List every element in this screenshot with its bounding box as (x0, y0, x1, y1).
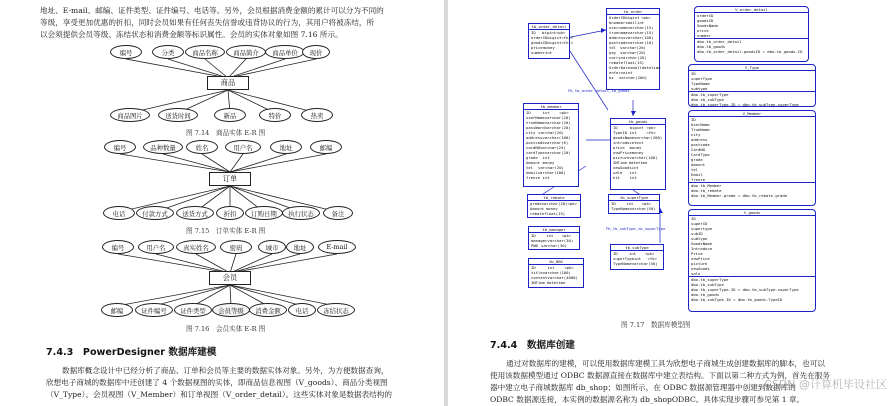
column-type: money (542, 160, 555, 165)
column-type: varchar(20) (620, 45, 646, 50)
er-attribute: 姓名 (186, 140, 218, 154)
figure-caption: 图 7.14 商品实体 E-R 图 (186, 129, 266, 137)
column-type: varchar(20) (620, 50, 646, 55)
view-column: address (691, 137, 708, 142)
er-attribute: 证件类型 (174, 303, 212, 317)
er-attribute: 地址 (286, 240, 314, 254)
column-name: superType (613, 256, 635, 261)
section-heading: 7.4.3 PowerDesigner 数据库建模 (46, 347, 217, 358)
er-attribute: 地址 (270, 140, 302, 154)
section-heading: 7.4.4 数据库创建 (490, 340, 575, 351)
view-relation: dbo.tb_goods (691, 292, 720, 297)
table-tb-manager (528, 226, 580, 250)
body-paragraph (46, 365, 392, 401)
table-title: tb_superType (609, 195, 659, 201)
er-attribute: 送货方式 (176, 206, 214, 220)
column-type: varchar(4000) (547, 275, 578, 280)
er-attribute: 用户名 (138, 240, 174, 254)
column-name: tel (609, 45, 617, 50)
view-relation: dbo.tb_Member (691, 183, 722, 188)
view-column: subtype (691, 236, 708, 241)
column-type: varchar(100) (542, 270, 571, 275)
er-attribute: 现价 (302, 45, 330, 59)
view-v-goods (688, 209, 816, 312)
column-type: varchar(100) (629, 155, 658, 160)
view-column: ID (691, 71, 696, 76)
view-column: superID (691, 221, 708, 226)
column-name: grade (526, 155, 538, 160)
column-name: Amount (530, 206, 545, 211)
column-type: varchar(200) (634, 135, 663, 140)
view-column: supertype (691, 226, 713, 231)
view-relation: dbo.tb_subType (691, 97, 724, 102)
column-type: bigint (629, 125, 644, 130)
er-attribute: 热卖 (301, 108, 333, 122)
view-column: Price (691, 251, 703, 256)
er-attribute: 备注 (323, 206, 353, 220)
er-attribute: 新品 (214, 108, 246, 122)
table-row (611, 261, 663, 266)
table-row (529, 50, 569, 55)
column-type: int (625, 70, 633, 75)
text-line: 数据库概念设计中已经分析了商品、订单和会员等主要的数据实体对象。另外，为方便数据查询， (62, 366, 389, 375)
column-name: postcode (526, 140, 545, 145)
column-type: bigint (625, 15, 640, 20)
table-title: tb_subType (611, 245, 663, 251)
er-attribute: 消费金额 (249, 303, 287, 317)
view-column: city (691, 132, 701, 137)
column-name: hit (613, 175, 621, 180)
column-key: <fk> (646, 130, 656, 135)
table-title: tb_BBS (529, 259, 583, 265)
column-type: int (546, 233, 554, 238)
view-v-member (688, 110, 816, 206)
view-column: CardType (691, 152, 710, 157)
table-title: tb_rebate (528, 195, 580, 201)
view-relation: dbo.tb_order_detail.goodsID = dbo.tb_goods.ID (697, 49, 803, 54)
er-attribute: 商品单价 (265, 45, 305, 59)
er-attribute: 品种数量 (143, 140, 183, 154)
view-column: GoodsName (697, 23, 719, 28)
column-type: varchar(15) (627, 25, 654, 30)
column-name: OrderDate (609, 65, 631, 70)
view-column: Introduce (691, 246, 713, 251)
right-page (448, 0, 891, 406)
view-column: grade (691, 157, 703, 162)
column-name: goodsName (613, 135, 635, 140)
er-attribute: 用户名 (225, 140, 261, 154)
er-attribute: 特价 (259, 108, 291, 122)
er-attribute: 城市 (258, 240, 286, 254)
column-type: varchar(20) (544, 115, 571, 120)
er-attribute: 付款方式 (136, 206, 174, 220)
column-type: datetime (628, 160, 648, 165)
column-name: trueName (526, 120, 545, 125)
column-name: bz (609, 75, 614, 80)
view-column: freeze (691, 177, 706, 182)
column-type: varchar(100) (542, 135, 571, 140)
table-tb-order (606, 8, 660, 90)
column-type: float(15) (623, 60, 645, 65)
column-type: varchar(20) (538, 130, 564, 135)
column-name: INTime (531, 280, 546, 285)
er-attribute: 折扣 (216, 206, 244, 220)
er-attribute: 商品名称 (185, 45, 225, 59)
table-tb-member (523, 103, 579, 187)
column-type: varchar(200) (618, 75, 648, 80)
table-tb-bbs (528, 258, 584, 288)
column-key: <pk> (561, 233, 572, 238)
column-name: grade (530, 201, 542, 206)
er-attribute: 电话 (103, 206, 135, 220)
text-line: 通过对数据库的建模，可以使用数据库建模工具为欣想电子商城生成创建数据库的脚本，也可以 (506, 359, 825, 368)
view-column: Email (691, 172, 703, 177)
column-type: varchar(20) (620, 55, 647, 60)
view-column: nowPrice (691, 256, 710, 261)
column-name: userName (526, 115, 545, 120)
view-column: newGoods (691, 266, 710, 271)
column-name: ID (531, 30, 536, 35)
column-type: varchar(50) (629, 206, 656, 211)
view-column: subtype (691, 86, 708, 91)
view-column: orderID (697, 13, 714, 18)
view-v-order-detail (694, 6, 809, 62)
csdn-watermark: CSDN @计算机毕设社区 (764, 378, 887, 391)
view-v-type (688, 64, 816, 107)
column-type: varchar(30) (541, 243, 567, 248)
view-title: V_Type (689, 65, 815, 71)
column-type: datetime (546, 280, 566, 285)
table-title: tb_goods (611, 119, 665, 125)
view-column: price (697, 28, 709, 33)
column-type: varchar(20) (544, 120, 571, 125)
column-type: varchar(20) (544, 125, 571, 130)
column-name: email (526, 170, 538, 175)
table-row (611, 175, 665, 180)
column-name: content (531, 275, 548, 280)
column-name: pay (609, 50, 617, 55)
column-type: smallint (625, 20, 645, 25)
figure-caption: 图 7.16 会员实体 E-R 图 (186, 325, 266, 333)
column-name: INTime (613, 160, 628, 165)
column-type: int (542, 175, 550, 180)
column-name: bnumber (609, 20, 626, 25)
column-type: varchar(20) (544, 150, 571, 155)
er-entity-goods: 商品 (207, 76, 249, 90)
column-key: <fk> (647, 256, 657, 261)
view-column: subID (691, 231, 703, 236)
view-relation: dbo.tb_superType.ID = dbo.tb_subType.superType (691, 287, 799, 292)
view-relation: dbo.tb_subType (691, 282, 724, 287)
view-column: TypeName (691, 81, 710, 86)
table-tb-subtype (610, 244, 664, 270)
table-row (607, 75, 659, 80)
view-column: number (697, 33, 712, 38)
column-name: orderID (531, 35, 548, 40)
view-column: tel (691, 167, 699, 172)
view-relation: dbo.tb_Member.grade = dbo.tb_rebate.grade (691, 193, 788, 198)
column-key: <pk> (646, 125, 656, 130)
column-type: int (542, 155, 550, 160)
column-type: bigint (541, 30, 557, 35)
column-type: varchar(50) (631, 261, 658, 266)
column-name: cardNO (526, 145, 541, 150)
column-type: text (634, 140, 644, 145)
column-name: manager (531, 238, 548, 243)
text-line: 欣想电子商城的数据库中还创建了 4 个数据视图的实体，即商品信息视图（V_goods）、商品分类视图 (46, 378, 388, 387)
column-name: address (526, 135, 543, 140)
column-name: ID (613, 251, 618, 256)
er-attribute: 邮编 (101, 303, 133, 317)
column-type: varchar(10) (627, 40, 654, 45)
column-type: money (631, 150, 644, 155)
column-name: carry (609, 55, 621, 60)
text-line: 以会须提供会员等级、冻结状态和消费金额等标识属性。会员的实体对象如图 7.16 所示。 (40, 30, 343, 39)
column-name: newGoods (613, 165, 632, 170)
column-type: int (626, 201, 634, 206)
column-name: OrderID (609, 15, 626, 20)
column-type: int (634, 256, 642, 261)
column-name: postcode (609, 40, 628, 45)
column-name: rebate (609, 60, 624, 65)
column-type: float(15) (544, 211, 566, 216)
text-line: 器中建立电子商城数据库 db_shop；如图所示，在 ODBC 数据源管理器中创建到数据库的 (490, 383, 796, 392)
column-type: int (629, 170, 637, 175)
view-title: V_Member (689, 111, 815, 117)
view-column: postcode (691, 142, 710, 147)
column-name: username (609, 25, 628, 30)
view-column: CardNO (691, 147, 706, 152)
er-attribute: 电话 (288, 303, 316, 317)
column-name: TypeName (613, 261, 632, 266)
column-key (556, 50, 567, 55)
er-attribute: 执行状态 (282, 206, 320, 220)
table-tb-order-detail (528, 23, 574, 59)
column-key: <fk1> (561, 40, 574, 45)
column-name: introduce (613, 140, 635, 145)
er-attribute: 订购日期 (245, 206, 283, 220)
view-column: sale (691, 271, 701, 276)
figure-caption: 图 7.17 数据库模型图 (621, 321, 691, 329)
column-type: bigint (547, 35, 562, 40)
column-name: ID (526, 110, 531, 115)
column-name: ID (531, 233, 536, 238)
column-key: <pk> (641, 15, 651, 20)
column-type: varchar(20) (541, 201, 568, 206)
column-type: varchar(100) (537, 170, 566, 175)
column-type: varchar(24) (540, 145, 566, 150)
column-key: <pk> (559, 110, 569, 115)
er-attribute: 会员等级 (212, 303, 250, 317)
column-type: varchar(15) (627, 30, 654, 35)
column-name: freeze (526, 175, 541, 180)
column-name: passWord (526, 125, 545, 130)
column-type: smalldatetime (630, 65, 661, 70)
view-relation: dbo.tb_subType.ID = dbo.tb_goods.TypeID (691, 297, 783, 302)
column-type: varchar(6) (544, 140, 569, 145)
er-attribute: 商品简介 (226, 45, 266, 59)
view-relation: dbo.tb_superType (691, 277, 729, 282)
er-attribute: 冻结状态 (317, 303, 355, 317)
er-entity-order: 订单 (209, 172, 251, 186)
table-row (529, 243, 579, 248)
column-name: price (613, 145, 625, 150)
view-column: picture (691, 261, 708, 266)
column-type: money (629, 145, 642, 150)
figure-caption: 图 7.15 订单实体 E-R 图 (186, 227, 266, 235)
column-name: title (531, 270, 543, 275)
view-column: ID (691, 216, 696, 221)
table-row (609, 206, 659, 211)
column-type: int (547, 265, 555, 270)
view-column: UserName (691, 122, 710, 127)
column-key: <pk> (641, 201, 652, 206)
column-key: <pk> (567, 201, 577, 206)
column-type: varchar(30) (547, 238, 574, 243)
er-attribute: 真实姓名 (176, 240, 216, 254)
text-line: ODBC 数据源连接，本实例的数据源名称为 db_shopODBC。具体实现步骤可参见第 1 章。 (490, 395, 805, 404)
column-type: int (629, 251, 637, 256)
er-attribute: E-mail (318, 240, 356, 254)
table-row (524, 175, 578, 180)
er-attribute: 邮编 (310, 140, 342, 154)
column-name: address (609, 35, 626, 40)
left-page (0, 0, 444, 406)
column-name: sale (613, 170, 623, 175)
column-type: int (545, 50, 553, 55)
column-name: TypeName (611, 206, 630, 211)
table-row (529, 280, 583, 285)
column-type: int (542, 110, 550, 115)
er-attribute: 编号 (102, 240, 134, 254)
view-relation: dbo.tb_superType.ID = dbo.tb_subType.superType (691, 102, 799, 107)
text-line: 地址、E-mail、邮编、证件类型、证件编号、电话等。另外，会员根据消费金额的累计可以分为不同的 (40, 6, 384, 15)
text-line: 等级，享受更加优惠的折扣，同时会员如果有任何丧失信誉或违背协议的行为，其用户将被冻结，所 (40, 18, 375, 27)
table-tb-rebate (527, 194, 581, 218)
fk-label: FK_tb_subType_tb_superType (606, 226, 666, 231)
er-attribute: 分类 (152, 45, 184, 59)
column-name: nowPrice (613, 150, 632, 155)
table-title: tb_member (524, 104, 578, 110)
column-type: int (631, 165, 639, 170)
table-row (528, 211, 580, 216)
column-name: number (531, 50, 546, 55)
column-name: TypeID (613, 130, 628, 135)
table-tb-goods (610, 118, 666, 190)
column-type: varchar(20) (538, 165, 564, 170)
view-relation: dbo.tb_order_detail (697, 39, 742, 44)
view-column: goodsID (697, 18, 714, 23)
er-attribute: 编号 (104, 140, 136, 154)
view-relation: dbo.tb_goods (697, 44, 726, 49)
er-attribute: 编号 (110, 45, 142, 59)
view-column: GoodsName (691, 241, 713, 246)
table-title: tb_order_detail (529, 24, 569, 30)
column-type: int (629, 175, 637, 180)
view-title: V_order_detail (695, 7, 808, 13)
column-type: bigint (547, 40, 562, 45)
table-title: tb_order (607, 9, 659, 15)
view-title: V_goods (689, 210, 815, 216)
column-key: <pk> (564, 265, 574, 270)
column-name: rebate (530, 211, 545, 216)
column-key: <fk2> (561, 35, 574, 40)
er-attribute: 证件编号 (135, 303, 173, 317)
er-attribute: 商品图片 (110, 108, 150, 122)
view-relation: dbo.tb_rebate (691, 188, 722, 193)
column-type: int (629, 130, 637, 135)
column-name: tel (526, 165, 534, 170)
column-name: city (526, 130, 536, 135)
view-column: TrueName (691, 127, 710, 132)
er-attribute: 送货时间 (158, 108, 198, 122)
column-name: ID (613, 125, 618, 130)
fk-label: FK_tb_order_detail_tb_goods (568, 88, 630, 93)
column-name: price (531, 45, 543, 50)
view-column: ID (691, 117, 696, 122)
column-name: ID (611, 201, 616, 206)
column-name: Amount (526, 160, 541, 165)
table-tb-supertype (608, 194, 660, 214)
view-column: superType (691, 76, 713, 81)
column-type: varchar(100) (625, 35, 654, 40)
er-attribute: 密码 (220, 240, 252, 254)
column-key: <pk> (556, 30, 566, 35)
table-title: tb_manager (529, 227, 579, 233)
column-name: cardType (526, 150, 545, 155)
view-column: Amount (691, 162, 706, 167)
column-name: PWD (531, 243, 539, 248)
view-relation: dbo.tb_superType (691, 92, 729, 97)
er-entity-member: 会员 (209, 271, 251, 285)
column-key: <pk> (645, 251, 655, 256)
column-name: enforce (609, 70, 626, 75)
column-name: ID (531, 265, 536, 270)
column-name: truename (609, 30, 628, 35)
column-type: money (543, 45, 555, 50)
column-name: goodsID (531, 40, 548, 45)
column-name: picture (613, 155, 630, 160)
text-line: （V_Type）、会员视图（V_Member）和订单视图（V_order_detail）。这些实体对象是数据表结构的 (46, 390, 392, 399)
text-line: 使用该数据模型通过 ODBC 数据源直接在数据库中建立表结构。下面以第二种方式为例，首先在服务 (490, 371, 831, 380)
column-type: money (546, 206, 558, 211)
